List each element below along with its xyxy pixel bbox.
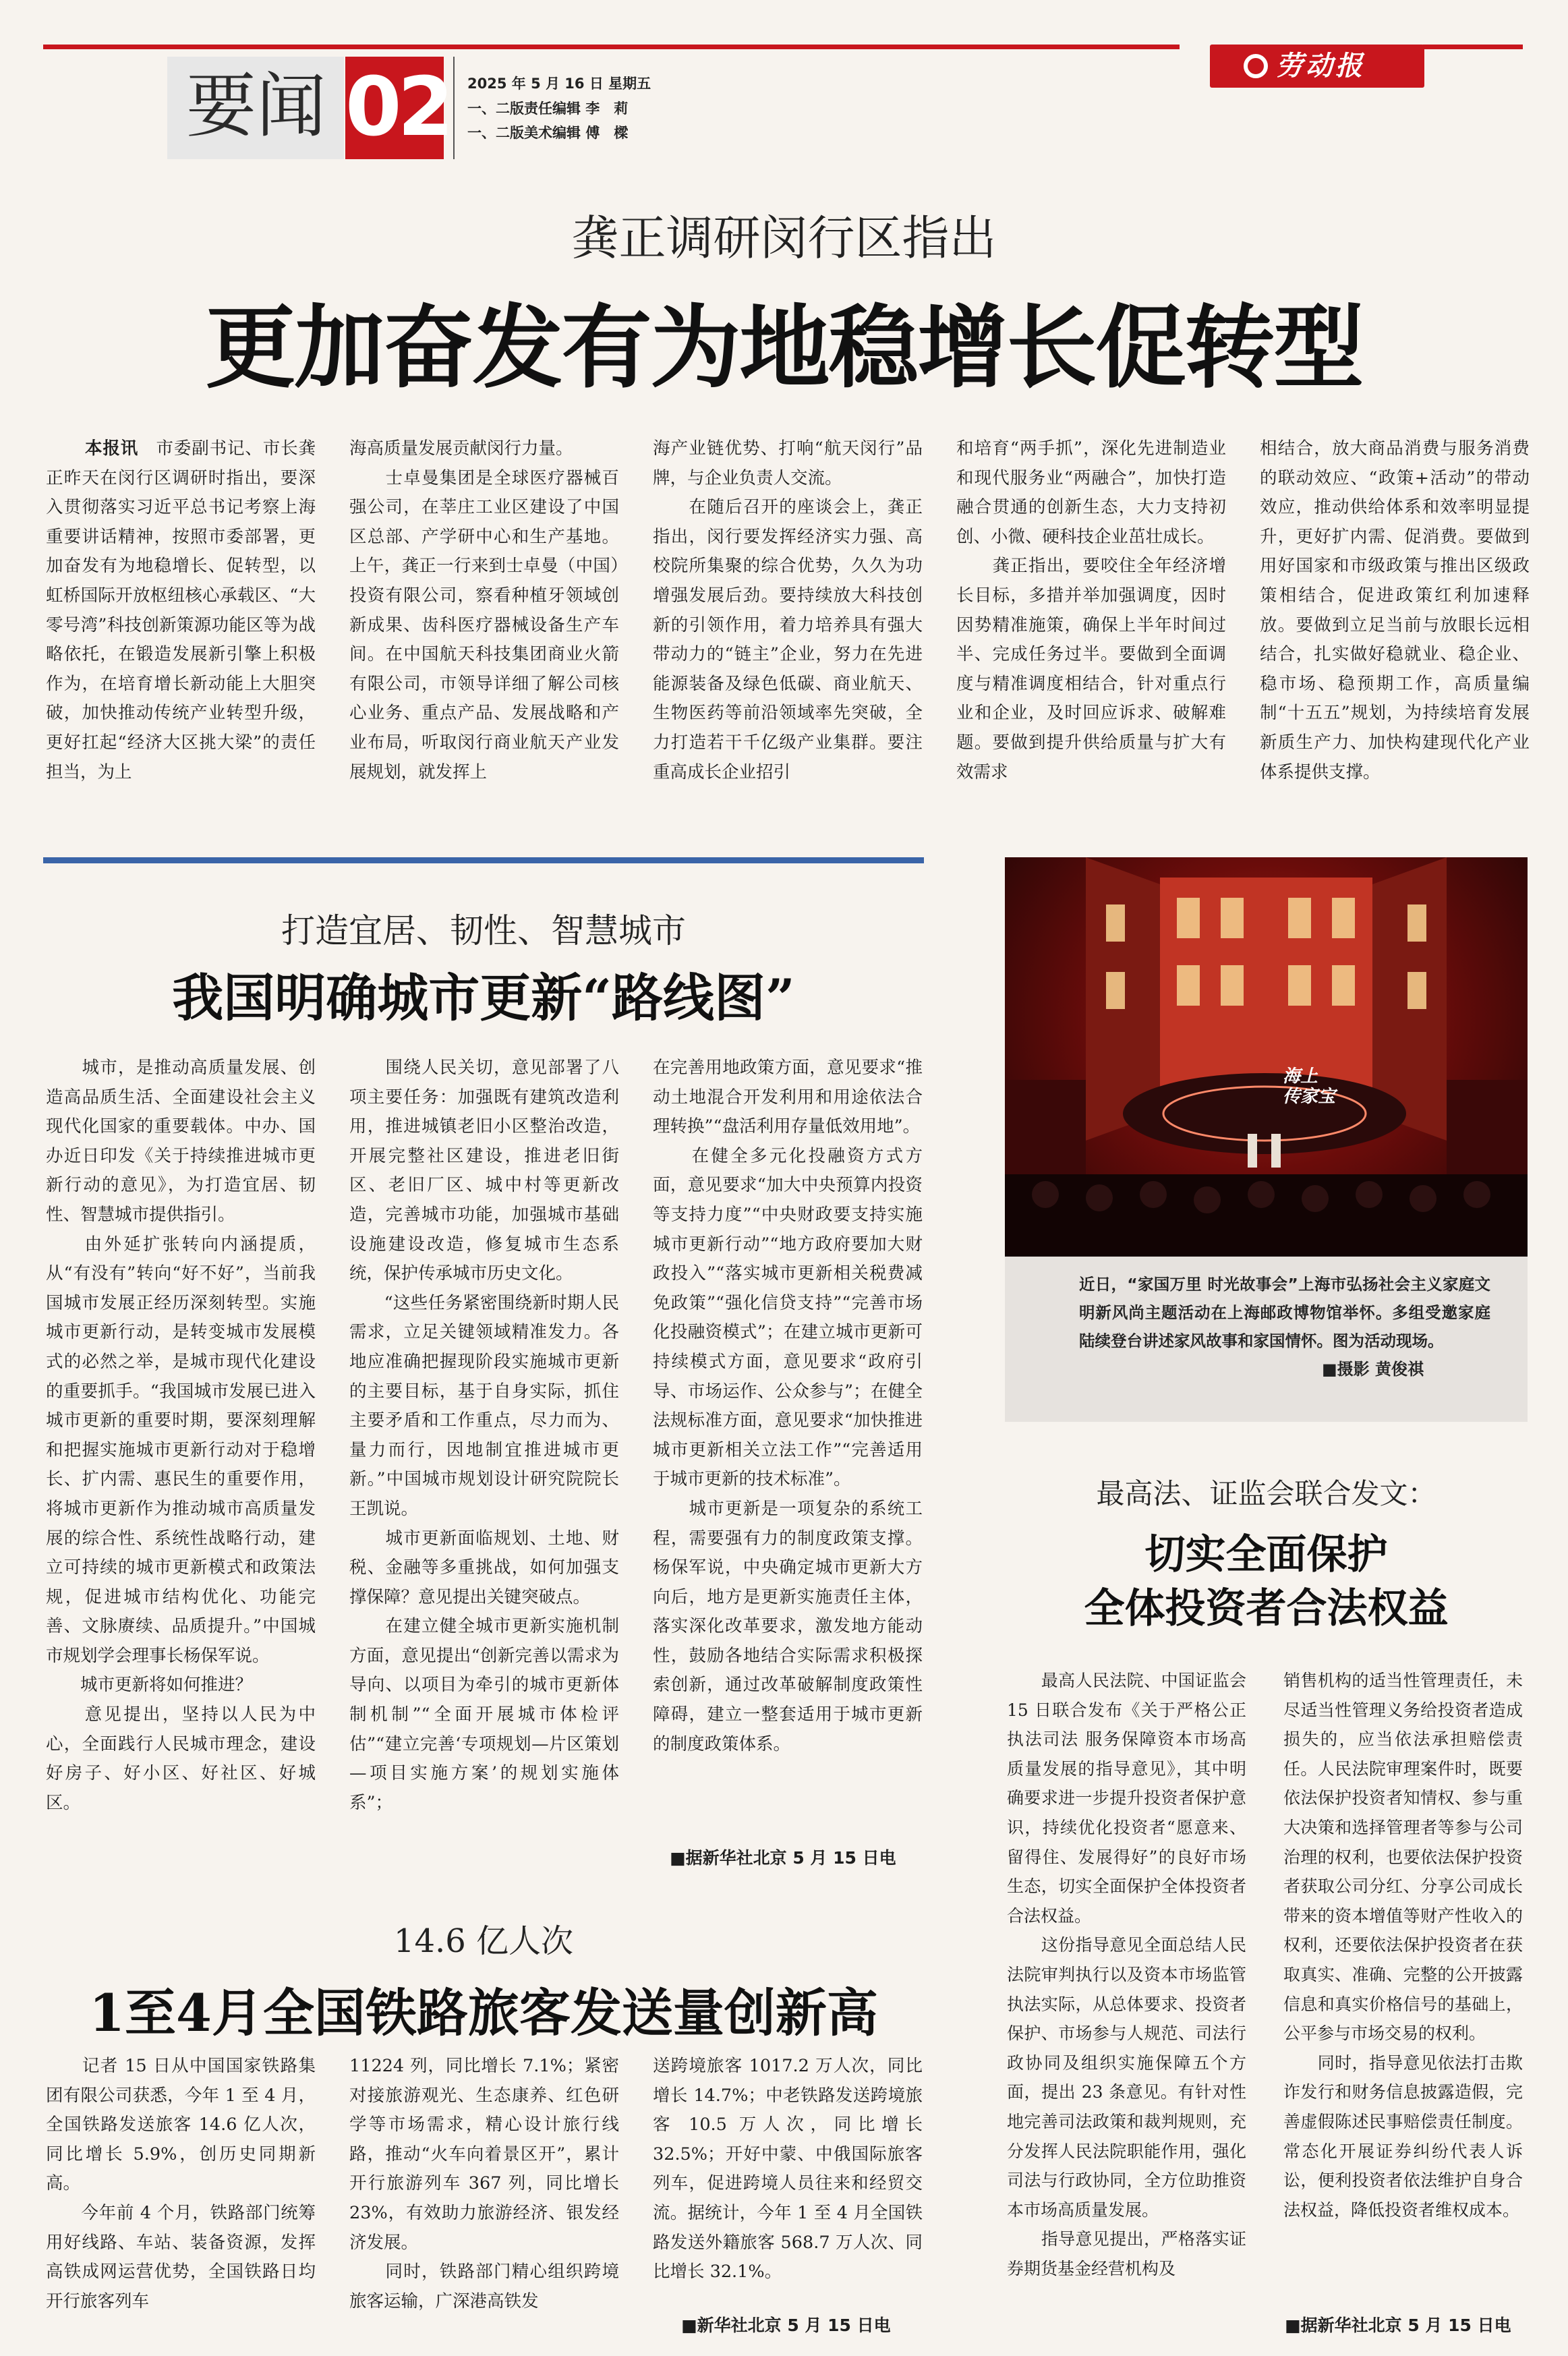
responsible-editor: 一、二版责任编辑 李 莉: [467, 100, 629, 117]
a3-col-3: 送跨境旅客 1017.2 万人次，同比增长 14.7%；中老铁路发送跨境旅客 10.5 万人次，同比增长 32.5%；开好中蒙、中俄国际旅客列车，促进跨境人员往来和经贸交流。据统计，今年 1 至 4 月全国铁路发送外籍旅客 568.7 万人次、同比增长 32.1%。: [653, 2056, 923, 2282]
a3-headline: 1至4月全国铁路旅客发送量创新高: [89, 1983, 878, 2043]
art-editor: 一、二版美术编辑 傅 樑: [467, 125, 629, 141]
photo-caption-box: [1005, 1257, 1528, 1422]
a3-credit: ■新华社北京 5 月 15 日电: [681, 2316, 891, 2335]
masthead-divider: [453, 57, 455, 159]
a4-headline-line1: 切实全面保护: [1144, 1531, 1388, 1578]
logo-mark-icon: [1244, 54, 1268, 78]
a4-col-1: 最高人民法院、中国证监会 15 日联合发布《关于严格公正执法司法 服务保障资本市场高质量发展的指导意见》，其中明确要求进一步提升投资者保护意识，持续优化投资者“愿意来、留得住、发展得好”的良好市场生态，切实全面保护全体投资者合法权益。 这份指导意见全面总结人民法院审判执行以及资本市场监管执法实际，从总体要求、投资者保护、市场参与人规范、司法行政协同及组织实施保障五个方面，提出 23 条意见。有针对性地完善司法政策和裁判规则，充分发挥人民法院职能作用，强化司法与行政协同，全方位助推资本市场高质量发展。 指导意见提出，严格落实证券期货基金经营机构及: [1007, 1671, 1246, 2278]
page-number: 02: [345, 57, 444, 159]
a2-col-2: 围绕人民关切，意见部署了八项主要任务：加强既有建筑改造利用，推进城镇老旧小区整治改造，开展完整社区建设，推进老旧街区、老旧厂区、城中村等更新改造，完善城市功能，加强城市基础设施建设改造，修复城市生态系统，保护传承城市历史文化。 “这些任务紧密围绕新时期人民需求，立足关键领域精准发力。各地应准确把握现阶段实施城市更新的主要目标，基于自身实际，抓住主要矛盾和工作重点，尽力而为、量力而行，因地制宜推进城市更新。”中国城市规划设计研究院院长王凯说。 城市更新面临规划、土地、财税、金融等多重挑战，如何加强支撑保障？意见提出关键突破点。 在建立健全城市更新实施机制方面，意见提出“创新完善以需求为导向、以项目为牵引的城市更新体制机制”“全面开展城市体检评估”“建立完善‘专项规划—片区策划—项目实施方案’的规划实施体系”；: [349, 1058, 619, 1813]
a2-top-rule: [43, 857, 924, 863]
a1-headline: 更加奋发有为地稳增长促转型: [205, 294, 1363, 401]
a3-col-2: 11224 列，同比增长 7.1%；紧密对接旅游观光、生态康养、红色研学等市场需求，精心设计旅行线路，推动“火车向着景区开”，累计开行旅游列车 367 列，同比增长 23%，有效助力旅游经济、银发经济发展。 同时，铁路部门精心组织跨境旅客运输，广深港高铁发: [349, 2056, 619, 2311]
stage-screen-text: 海上 传家宝: [1283, 1066, 1336, 1107]
a1-kicker: 龚正调研闵行区指出: [571, 210, 997, 266]
a1-lead: 本报讯: [85, 438, 139, 459]
photo-caption: 近日，“家国万里 时光故事会”上海市弘扬社会主义家庭文明新风尚主题活动在上海邮政博物馆举怀。多组受邀家庭陆续登台讲述家风故事和家国情怀。图为活动现场。: [1079, 1275, 1490, 1350]
a1-col-1: 本报讯 市委副书记、市长龚正昨天在闵行区调研时指出，要深入贯彻落实习近平总书记考察上海重要讲话精神，按照市委部署，更加奋发有为地稳增长、促转型，以虹桥国际开放枢纽核心承载区、“大零号湾”科技创新策源功能区等为战略依托，在锻造发展新引擎上积极作为，在培育增长新动能上大胆突破，加快推动传统产业转型升级，更好扛起“经济大区挑大梁”的责任担当，为上: [46, 438, 316, 782]
a2-headline: 我国明确城市更新“路线图”: [172, 968, 795, 1028]
a2-credit: ■据新华社北京 5 月 15 日电: [670, 1848, 896, 1868]
a3-kicker: 14.6 亿人次: [393, 1922, 574, 1960]
a4-credit: ■据新华社北京 5 月 15 日电: [1285, 2316, 1511, 2335]
photo-credit: ■摄影 黄俊祺: [1322, 1360, 1424, 1379]
photo-scene: [1005, 857, 1528, 1257]
event-photo: [1005, 857, 1528, 1257]
masthead-rule-right: [1423, 45, 1523, 49]
a2-kicker: 打造宜居、韧性、智慧城市: [281, 911, 686, 950]
masthead-rule: [43, 45, 1180, 49]
a4-kicker: 最高法、证监会联合发文：: [1096, 1477, 1436, 1510]
a2-col-1: 城市，是推动高质量发展、创造高品质生活、全面建设社会主义现代化国家的重要载体。中办、国办近日印发《关于持续推进城市更新行动的意见》，为打造宜居、韧性、智慧城市提供指引。 由外延扩张转向内涵提质，从“有没有”转向“好不好”，当前我国城市发展正经历深刻转型。实施城市更新行动，是转变城市发展模式的必然之举，是城市现代化建设的重要抓手。“我国城市发展已进入城市更新的重要时期，要深刻理解和把握实施城市更新行动对于稳增长、扩内需、惠民生的重要作用，将城市更新作为推动城市高质量发展的综合性、系统性战略行动，建立可持续的城市更新模式和政策法规，促进城市结构优化、功能完善、文脉赓续、品质提升。”中国城市规划学会理事长杨保军说。 城市更新将如何推进？ 意见提出，坚持以人民为中心，全面践行人民城市理念，建设好房子、好小区、好社区、好城区。: [46, 1058, 316, 1813]
a1-col-2: 海高质量发展贡献闵行力量。 士卓曼集团是全球医疗器械百强公司，在莘庄工业区建设了中国区总部、产学研中心和生产基地。上午，龚正一行来到士卓曼（中国）投资有限公司，察看种植牙领域创新成果、齿科医疗器械设备生产车间。在中国航天科技集团商业火箭有限公司，市领导详细了解公司核心业务、重点产品、发展战略和产业布局，听取闵行商业航天产业发展规划，就发挥上: [349, 438, 619, 782]
paper-logo: [1210, 45, 1424, 88]
a4-headline-line2: 全体投资者合法权益: [1084, 1585, 1449, 1632]
a1-col-5: 相结合，放大商品消费与服务消费的联动效应、“政策+活动”的带动效应，推动供给体系和效率明显提升，更好扩内需、促消费。要做到用好国家和市级政策与推出区级政策相结合，促进政策红利加速释放。要做到立足当前与放眼长远相结合，扎实做好稳就业、稳企业、稳市场、稳预期工作，高质量编制“十五五”规划，为持续培育发展新质生产力、加快构建现代化产业体系提供支撑。: [1260, 438, 1530, 782]
a4-col-2: 销售机构的适当性管理责任，未尽适当性管理义务给投资者造成损失的，应当依法承担赔偿责任。人民法院审理案件时，既要依法保护投资者知情权、参与重大决策和选择管理者等参与公司治理的权利，也要依法保护投资者获取公司分红、分享公司成长带来的资本增值等财产性收入的权利，还要依法保护投资者在获取真实、准确、完整的公开披露信息和真实价格信号的基础上，公平参与市场交易的权利。 同时，指导意见依法打击欺诈发行和财务信息披露造假，完善虚假陈述民事赔偿责任制度。常态化开展证券纠纷代表人诉讼，便利投资者依法维护自身合法权益，降低投资者维权成本。: [1283, 1671, 1523, 2220]
a1-col-3: 海产业链优势、打响“航天闵行”品牌，与企业负责人交流。 在随后召开的座谈会上，龚正指出，闵行要发挥经济实力强、高校院所集聚的综合优势，久久为功增强发展后劲。要持续放大科技创新的引领作用，着力培养具有强大带动力的“链主”企业，努力在先进能源装备及绿色低碳、商业航天、生物医药等前沿领域率先突破，全力打造若干千亿级产业集群。要注重高成长企业招引: [653, 438, 923, 782]
a1-col-4: 和培育“两手抓”，深化先进制造业和现代服务业“两融合”，加快打造融合贯通的创新生态，大力支持初创、小微、硬科技企业茁壮成长。 龚正指出，要咬住全年经济增长目标，多措并举加强调度，因时因势精准施策，确保上半年时间过半、完成任务过半。要做到全面调度与精准调度相结合，针对重点行业和企业，及时回应诉求、破解难题。要做到提升供给质量与扩大有效需求: [956, 438, 1226, 782]
issue-date: 2025 年 5 月 16 日 星期五: [467, 76, 651, 92]
a3-col-1: 记者 15 日从中国国家铁路集团有限公司获悉，今年 1 至 4 月，全国铁路发送旅客 14.6 亿人次，同比增长 5.9%，创历史同期新高。 今年前 4 个月，铁路部门统筹用好线路、车站、装备资源，发挥高铁成网运营优势，全国铁路日均开行旅客列车: [46, 2056, 316, 2311]
section-title: 要闻: [185, 65, 326, 147]
a2-col-3: 在完善用地政策方面，意见要求“推动土地混合开发利用和用途依法合理转换”“盘活利用存量低效用地”。 在健全多元化投融资方式方面，意见要求“加大中央预算内投资等支持力度”“中央财政要支持实施城市更新行动”“地方政府要加大财政投入”“落实城市更新相关税费减免政策”“强化信贷支持”“完善市场化投融资模式”；在建立城市更新可持续模式方面，意见要求“政府引导、市场运作、公众参与”；在健全法规标准方面，意见要求“加快推进城市更新相关立法工作”“完善适用于城市更新的技术标准”。 城市更新是一项复杂的系统工程，需要强有力的制度政策支撑。杨保军说，中央确定城市更新大方向后，地方是更新实施责任主体，落实深化改革要求，激发地方能动性，鼓励各地结合实际需求积极探索创新，通过改革破解制度政策性障碍，建立一整套适用于城市更新的制度政策体系。: [653, 1058, 923, 1754]
paper-name: 劳动报: [1276, 50, 1365, 82]
